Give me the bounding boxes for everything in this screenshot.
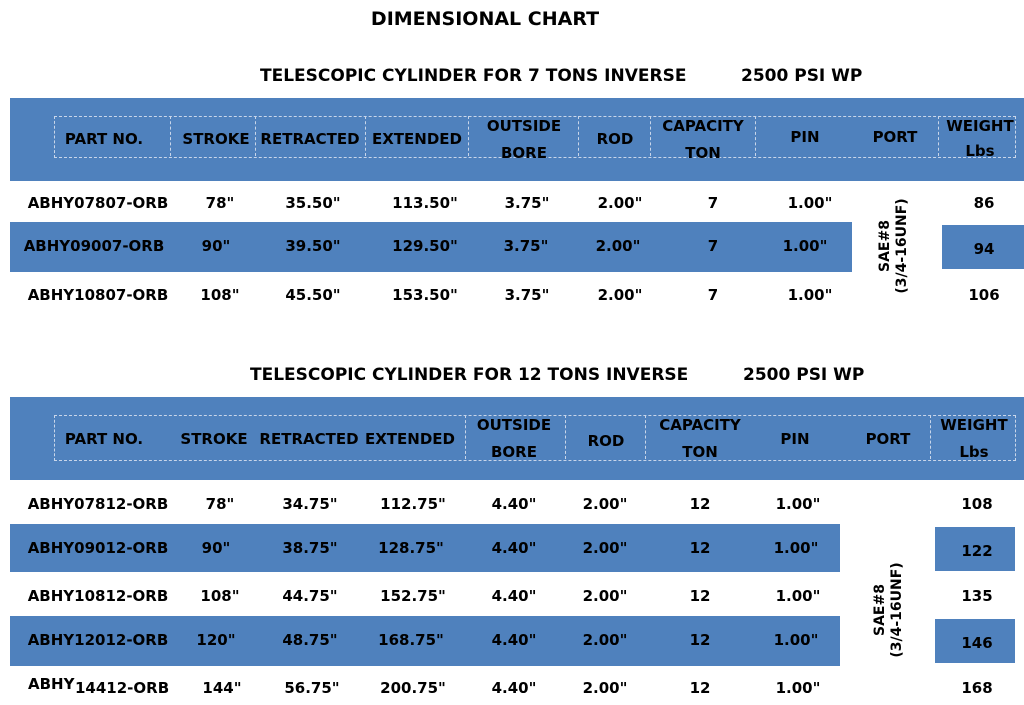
col-pin: PIN xyxy=(780,430,810,448)
cell-extended: 168.75" xyxy=(378,631,444,649)
col-part-no: PART NO. xyxy=(64,430,144,448)
cell-bore: 3.75" xyxy=(504,194,550,212)
page-title: DIMENSIONAL CHART xyxy=(370,8,600,30)
cell-part: ABHY09012-ORB xyxy=(27,539,169,557)
cell-bore: 4.40" xyxy=(491,631,537,649)
cell-part: ABHY10812-ORB xyxy=(27,587,169,605)
cell-stroke: 108" xyxy=(200,587,240,605)
cell-retracted: 38.75" xyxy=(282,539,338,557)
cell-weight: 135 xyxy=(961,587,993,605)
cell-bore: 3.75" xyxy=(504,286,550,304)
table2-pressure: 2500 PSI WP xyxy=(743,365,865,385)
port-line-1: SAE#8 xyxy=(877,220,893,272)
col-extended: EXTENDED xyxy=(365,430,455,448)
col-port: PORT xyxy=(872,128,918,146)
cell-stroke: 120" xyxy=(196,631,236,649)
cell-bore: 4.40" xyxy=(491,679,537,697)
col-retracted: RETRACTED xyxy=(259,430,359,448)
cell-part: ABHY09007-ORB xyxy=(23,237,165,255)
cell-capacity: 12 xyxy=(689,539,711,557)
cell-retracted: 34.75" xyxy=(282,495,338,513)
cell-capacity: 12 xyxy=(689,679,711,697)
cell-part: ABHY07807-ORB xyxy=(27,194,169,212)
cell-capacity: 7 xyxy=(707,237,719,255)
table2-port-value xyxy=(872,550,908,670)
cell-part-prefix: ABHY xyxy=(28,675,75,693)
table1-header xyxy=(10,98,1024,181)
divider xyxy=(645,415,646,459)
divider xyxy=(170,116,171,156)
cell-extended: 200.75" xyxy=(380,679,446,697)
port-line-2: (3/4-16UNF) xyxy=(889,562,905,658)
cell-stroke: 78" xyxy=(205,495,235,513)
col-rod: ROD xyxy=(596,130,634,148)
port-line-1: SAE#8 xyxy=(872,584,888,636)
divider xyxy=(650,116,651,156)
col-stroke: STROKE xyxy=(180,430,248,448)
cell-bore: 3.75" xyxy=(503,237,549,255)
col-capacity-1: CAPACITY xyxy=(662,117,744,135)
col-weight-2: Lbs xyxy=(959,443,989,461)
col-capacity-1: CAPACITY xyxy=(659,416,741,434)
cell-part: ABHY07812-ORB xyxy=(27,495,169,513)
cell-rod: 2.00" xyxy=(582,539,628,557)
cell-part: ABHY10807-ORB xyxy=(27,286,169,304)
cell-pin: 1.00" xyxy=(773,631,819,649)
cell-retracted: 35.50" xyxy=(285,194,341,212)
cell-capacity: 7 xyxy=(707,286,719,304)
cell-capacity: 12 xyxy=(689,495,711,513)
divider xyxy=(565,415,566,459)
divider xyxy=(930,415,931,459)
cell-rod: 2.00" xyxy=(597,286,643,304)
col-outside-bore-1: OUTSIDE xyxy=(476,416,552,434)
cell-extended: 152.75" xyxy=(380,587,446,605)
table2-header xyxy=(10,397,1024,480)
port-line-2: (3/4-16UNF) xyxy=(894,198,910,294)
cell-pin: 1.00" xyxy=(782,237,828,255)
cell-extended: 113.50" xyxy=(392,194,458,212)
col-port: PORT xyxy=(865,430,911,448)
divider xyxy=(365,116,366,156)
cell-stroke: 108" xyxy=(200,286,240,304)
col-pin: PIN xyxy=(790,128,820,146)
divider xyxy=(938,116,939,156)
cell-weight: 106 xyxy=(968,286,1000,304)
cell-rod: 2.00" xyxy=(582,587,628,605)
divider xyxy=(578,116,579,156)
cell-retracted: 56.75" xyxy=(284,679,340,697)
cell-extended: 129.50" xyxy=(392,237,458,255)
col-outside-bore-1: OUTSIDE xyxy=(486,117,562,135)
cell-weight: 168 xyxy=(961,679,993,697)
cell-weight: 108 xyxy=(961,495,993,513)
col-rod: ROD xyxy=(587,432,625,450)
cell-part: ABHY12012-ORB xyxy=(27,631,169,649)
cell-capacity: 12 xyxy=(689,631,711,649)
cell-pin: 1.00" xyxy=(787,286,833,304)
cell-rod: 2.00" xyxy=(582,495,628,513)
cell-extended: 112.75" xyxy=(380,495,446,513)
cell-bore: 4.40" xyxy=(491,539,537,557)
col-outside-bore-2: BORE xyxy=(491,443,537,461)
cell-pin: 1.00" xyxy=(775,587,821,605)
divider xyxy=(755,116,756,156)
cell-stroke: 90" xyxy=(201,539,231,557)
divider xyxy=(468,116,469,156)
table1-title: TELESCOPIC CYLINDER FOR 7 TONS INVERSE xyxy=(260,66,687,86)
col-extended: EXTENDED xyxy=(372,130,462,148)
cell-capacity: 7 xyxy=(707,194,719,212)
cell-pin: 1.00" xyxy=(787,194,833,212)
col-weight-1: WEIGHT xyxy=(940,416,1008,434)
cell-rod: 2.00" xyxy=(582,679,628,697)
cell-weight: 94 xyxy=(973,240,995,258)
cell-pin: 1.00" xyxy=(775,679,821,697)
col-capacity-2: TON xyxy=(685,144,721,162)
cell-rod: 2.00" xyxy=(582,631,628,649)
cell-weight: 122 xyxy=(961,542,993,560)
cell-retracted: 48.75" xyxy=(282,631,338,649)
col-weight-1: WEIGHT xyxy=(946,117,1014,135)
cell-retracted: 44.75" xyxy=(282,587,338,605)
cell-stroke: 78" xyxy=(205,194,235,212)
cell-weight: 146 xyxy=(961,634,993,652)
col-capacity-2: TON xyxy=(682,443,718,461)
cell-pin: 1.00" xyxy=(773,539,819,557)
col-weight-2: Lbs xyxy=(965,142,995,160)
col-part-no: PART NO. xyxy=(64,130,144,148)
col-retracted: RETRACTED xyxy=(260,130,360,148)
col-stroke: STROKE xyxy=(182,130,250,148)
cell-pin: 1.00" xyxy=(775,495,821,513)
cell-rod: 2.00" xyxy=(595,237,641,255)
cell-weight: 86 xyxy=(973,194,995,212)
cell-retracted: 39.50" xyxy=(285,237,341,255)
table2-title: TELESCOPIC CYLINDER FOR 12 TONS INVERSE xyxy=(250,365,689,385)
cell-rod: 2.00" xyxy=(597,194,643,212)
cell-capacity: 12 xyxy=(689,587,711,605)
table1-pressure: 2500 PSI WP xyxy=(741,66,863,86)
table1-port-value xyxy=(877,191,913,301)
cell-part-suffix: 14412-ORB xyxy=(75,679,170,697)
divider xyxy=(255,116,256,156)
cell-stroke: 144" xyxy=(202,679,242,697)
cell-extended: 128.75" xyxy=(378,539,444,557)
cell-extended: 153.50" xyxy=(392,286,458,304)
cell-retracted: 45.50" xyxy=(285,286,341,304)
col-outside-bore-2: BORE xyxy=(501,144,547,162)
cell-stroke: 90" xyxy=(201,237,231,255)
cell-bore: 4.40" xyxy=(491,495,537,513)
cell-bore: 4.40" xyxy=(491,587,537,605)
